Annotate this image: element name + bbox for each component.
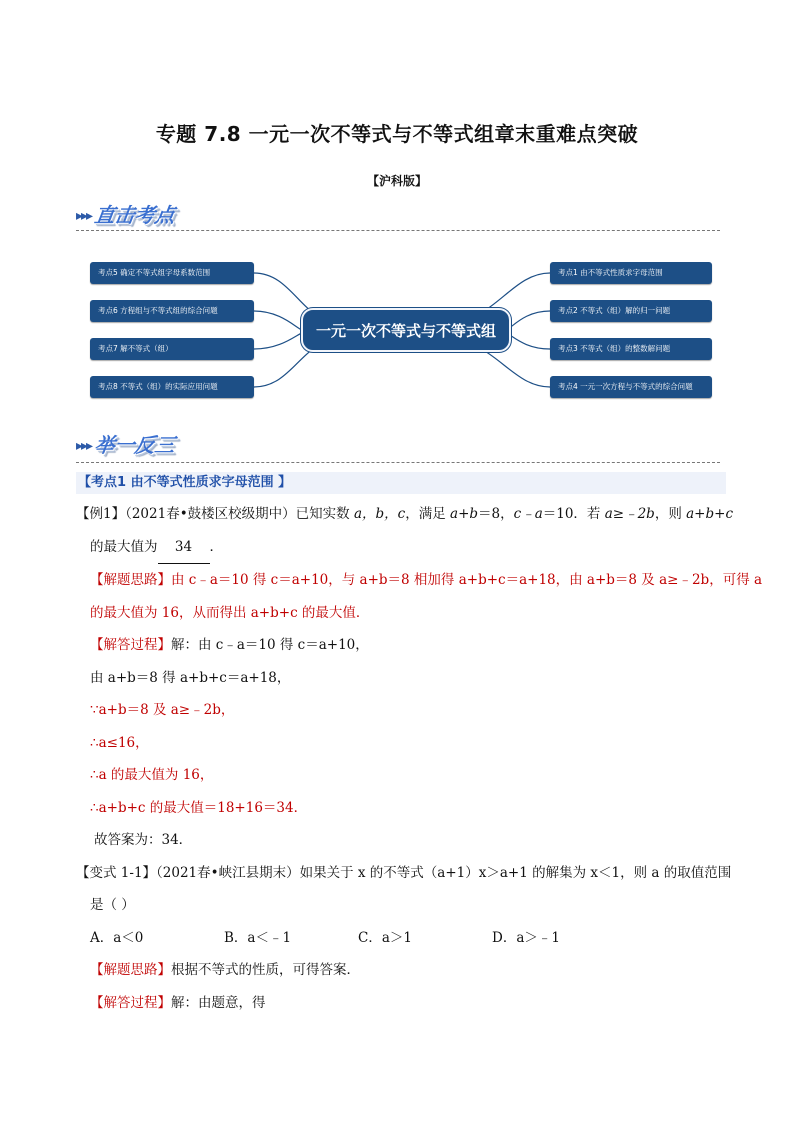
page-title: 专题 7.8 一元一次不等式与不等式组章末重难点突破 xyxy=(155,122,639,146)
process-1-line-4: ∴a≤16， xyxy=(90,734,149,751)
example-1-line-1: 【例1】（2021春•鼓楼区校级期中）已知实数 a，b，c，满足 a+b＝8，c﹣a＝10．若 a≥﹣2b，则 a+b+c xyxy=(76,506,733,522)
analysis-1-line-2: 的最大值为 16，从而得出 a+b+c 的最大值． xyxy=(90,604,370,621)
process-2-line: 【解答过程】解：由题意，得 xyxy=(90,994,266,1011)
process-1-line-1: 【解答过程】解：由 c﹣a＝10 得 c＝a+10， xyxy=(90,637,369,653)
mindmap-node-right: 考点4 一元一次方程与不等式的综合问题 xyxy=(550,376,712,398)
variant-1-1-line-2: 是（ ） xyxy=(90,897,135,913)
mindmap-node-left: 考点7 解不等式（组） xyxy=(90,338,254,360)
divider xyxy=(76,230,720,231)
choice-d[interactable]: D．a＞﹣1 xyxy=(492,929,560,946)
edition-label: 【沪科版】 xyxy=(366,174,427,188)
process-1-line-2: 由 a+b＝8 得 a+b+c＝a+18， xyxy=(90,669,291,686)
process-1-line-3: ∵a+b＝8 及 a≥﹣2b， xyxy=(90,702,235,718)
choice-b[interactable]: B．a＜﹣1 xyxy=(224,929,292,946)
process-1-line-7: 故答案为：34． xyxy=(94,832,193,848)
banner-title: 直击考点 xyxy=(93,203,177,227)
banner-examples xyxy=(76,428,175,458)
mindmap-node-left: 考点5 确定不等式组字母系数范围 xyxy=(90,262,254,284)
banner-key-points xyxy=(76,198,175,228)
choices xyxy=(76,922,726,955)
mindmap-center-node: 一元一次不等式与不等式组 xyxy=(301,308,511,352)
example-1-line-2: 的最大值为 34 ． xyxy=(76,531,726,565)
divider xyxy=(76,462,720,463)
triple-arrow-icon: ▸▸▸ xyxy=(76,208,92,224)
triple-arrow-icon: ▸▸▸ xyxy=(76,438,92,454)
process-1-line-5: ∴a 的最大值为 16， xyxy=(90,767,214,783)
answer-blank: 34 xyxy=(158,531,210,565)
analysis-1-line-1: 【解题思路】由 c﹣a＝10 得 c＝a+10，与 a+b＝8 相加得 a+b+c＝a+18，由 a+b＝8 及 a≥﹣2b，可得 a xyxy=(90,572,763,588)
mindmap-node-right: 考点2 不等式（组）解的归一问题 xyxy=(550,300,712,322)
process-1-line-6: ∴a+b+c 的最大值＝18+16＝34． xyxy=(90,799,308,816)
variant-1-1-line-1: 【变式 1-1】（2021春•峡江县期末）如果关于 x 的不等式（a+1）x＞a+1 的解集为 x＜1，则 a 的取值范围 xyxy=(76,864,732,881)
choice-c[interactable]: C．a＞1 xyxy=(358,929,412,946)
mindmap-node-right: 考点3 不等式（组）的整数解问题 xyxy=(550,338,712,360)
banner-title: 举一反三 xyxy=(93,433,177,457)
choice-a[interactable]: A．a＜0 xyxy=(90,929,144,946)
analysis-2-line: 【解题思路】根据不等式的性质，可得答案． xyxy=(90,962,360,978)
section-header: 【考点1 由不等式性质求字母范围 】 xyxy=(76,472,726,494)
mindmap-node-left: 考点8 不等式（组）的实际应用问题 xyxy=(90,376,254,398)
content xyxy=(76,472,763,1019)
mindmap-node-left: 考点6 方程组与不等式组的综合问题 xyxy=(90,300,254,322)
mindmap-node-right: 考点1 由不等式性质求字母范围 xyxy=(550,262,712,284)
